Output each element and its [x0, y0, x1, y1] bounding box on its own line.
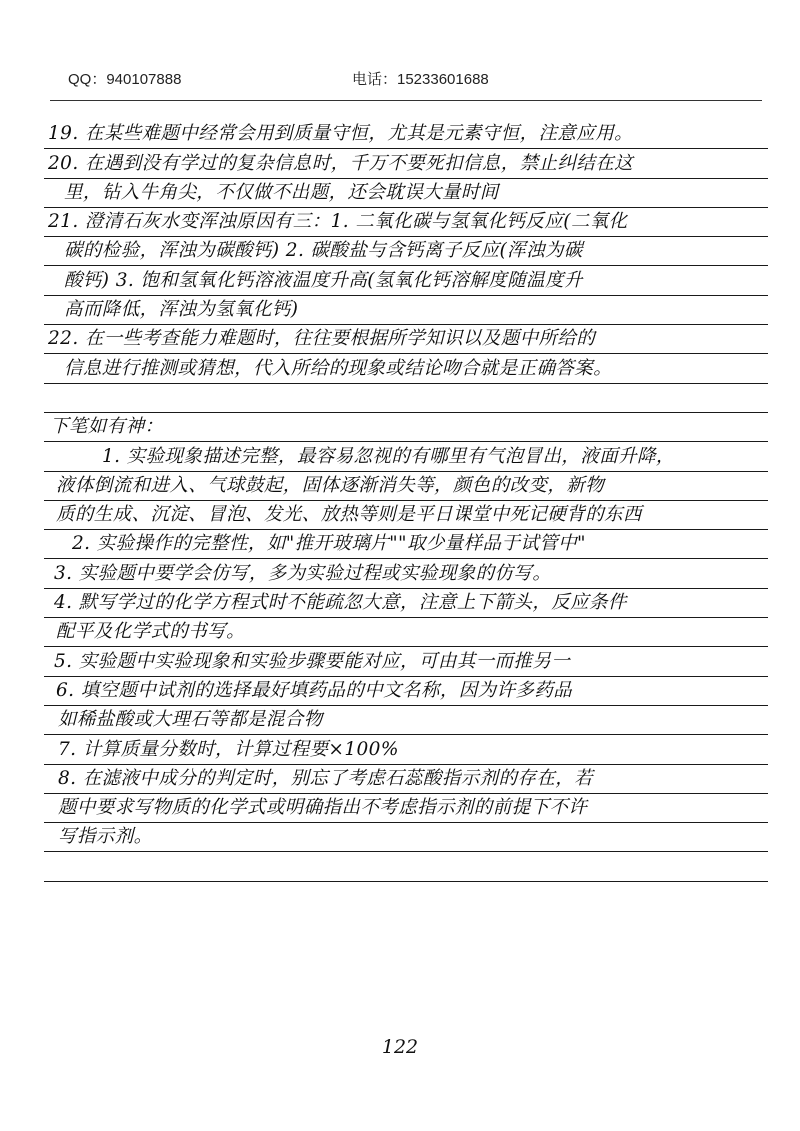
ruled-line — [44, 559, 768, 588]
handwritten-text-line: 21. 澄清石灰水变浑浊原因有三：1. 二氧化碳与氢氧化钙反应(二氧化 — [48, 211, 628, 233]
handwritten-text-line: 高而降低，浑浊为氢氧化钙) — [64, 299, 299, 321]
handwritten-text-line: 碳的检验，浑浊为碳酸钙) 2. 碳酸盐与含钙离子反应(浑浊为碳 — [64, 240, 583, 262]
ruled-line — [44, 179, 768, 208]
ruled-line — [44, 677, 768, 706]
ruled-line — [44, 530, 768, 559]
handwritten-text-line: 写指示剂。 — [58, 826, 153, 848]
ruled-line — [44, 384, 768, 413]
ruled-line — [44, 706, 768, 735]
handwritten-text-line: 信息进行推测或猜想，代入所给的现象或结论吻合就是正确答案。 — [64, 357, 613, 379]
handwritten-text-line: 2. 实验操作的完整性，如"推开玻璃片""取少量样品于试管中" — [72, 533, 586, 555]
ruled-line — [44, 472, 768, 501]
ruled-notebook-page — [44, 120, 768, 882]
ruled-line — [44, 296, 768, 325]
qq-contact: QQ：940107888 — [68, 71, 182, 88]
handwritten-text-line: 19. 在某些难题中经常会用到质量守恒，尤其是元素守恒，注意应用。 — [48, 123, 634, 145]
ruled-line — [44, 237, 768, 266]
ruled-line — [44, 794, 768, 823]
phone-contact: 电话：15233601688 — [352, 71, 489, 88]
handwritten-text-line: 里，钻入牛角尖，不仅做不出题，还会耽误大量时间 — [64, 181, 499, 203]
ruled-line — [44, 354, 768, 383]
handwritten-text-line: 22. 在一些考查能力难题时，往往要根据所学知识以及题中所给的 — [48, 328, 596, 350]
handwritten-text-line: 20. 在遇到没有学过的复杂信息时，千万不要死扣信息，禁止纠结在这 — [48, 152, 634, 174]
header-divider — [50, 100, 762, 101]
handwritten-text-line: 酸钙) 3. 饱和氢氧化钙溶液温度升高(氢氧化钙溶解度随温度升 — [64, 269, 583, 291]
handwritten-text-line: 配平及化学式的书写。 — [56, 621, 246, 643]
ruled-line — [44, 589, 768, 618]
ruled-line — [44, 501, 768, 530]
handwritten-text-line: 题中要求写物质的化学式或明确指出不考虑指示剂的前提下不许 — [58, 797, 588, 819]
handwritten-text-line: 3. 实验题中要学会仿写，多为实验过程或实验现象的仿写。 — [54, 562, 552, 584]
handwritten-text-line: 质的生成、沉淀、冒泡、发光、放热等则是平日课堂中死记硬背的东西 — [56, 504, 642, 526]
ruled-line — [44, 442, 768, 471]
ruled-line — [44, 149, 768, 178]
ruled-line — [44, 266, 768, 295]
handwritten-text-line: 如稀盐酸或大理石等都是混合物 — [58, 709, 323, 731]
ruled-line — [44, 325, 768, 354]
ruled-line — [44, 852, 768, 881]
ruled-line — [44, 208, 768, 237]
page-header — [0, 66, 800, 90]
handwritten-text-line: 下笔如有神： — [50, 416, 164, 438]
ruled-line — [44, 618, 768, 647]
ruled-line — [44, 735, 768, 764]
ruled-line — [44, 647, 768, 676]
ruled-line — [44, 120, 768, 149]
ruled-line — [44, 823, 768, 852]
handwritten-text-line: 5. 实验题中实验现象和实验步骤要能对应，可由其一而推另一 — [54, 650, 571, 672]
ruled-line — [44, 765, 768, 794]
ruled-line — [44, 413, 768, 442]
handwritten-text-line: 8. 在滤液中成分的判定时，别忘了考虑石蕊酸指示剂的存在，若 — [58, 767, 594, 789]
handwritten-text-line: 1. 实验现象描述完整，最容易忽视的有哪里有气泡冒出，液面升降， — [102, 445, 675, 467]
handwritten-text-line: 7. 计算质量分数时，计算过程要×100% — [58, 738, 399, 760]
handwritten-text-line: 液体倒流和进入、气球鼓起，固体逐渐消失等，颜色的改变，新物 — [56, 474, 605, 496]
page-number: 122 — [381, 1036, 419, 1058]
handwritten-text-line: 4. 默写学过的化学方程式时不能疏忽大意，注意上下箭头，反应条件 — [54, 592, 627, 614]
handwritten-text-line: 6. 填空题中试剂的选择最好填药品的中文名称，因为许多药品 — [56, 679, 573, 701]
